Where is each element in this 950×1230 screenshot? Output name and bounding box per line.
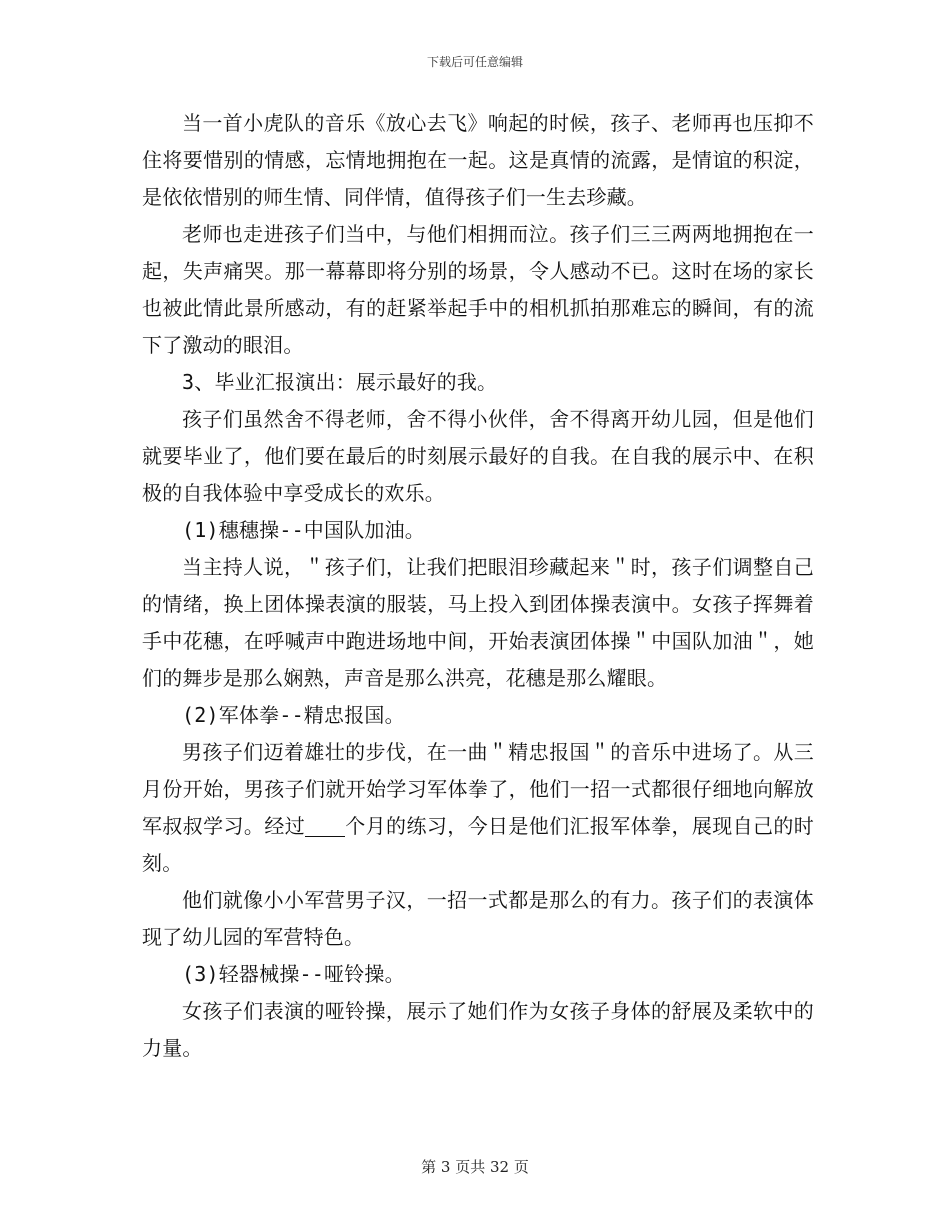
blank-line (305, 816, 345, 837)
paragraph-5 (142, 734, 814, 882)
paragraph-2: 老师也走进孩子们当中，与他们相拥而泣。孩子们三三两两地拥抱在一起，失声痛哭。那一幕幕即将分别的场景，令人感动不已。这时在场的家长也被此情此景所感动，有的赶紧举起手中的相机抓拍那难忘的瞬间，有的流下了激动的眼泪。 (142, 222, 814, 357)
paragraph-5-part-2: 个月的练习，今日是他们汇报军体拳，展现自己的时刻。 (142, 814, 814, 875)
section-heading-3: 3、毕业汇报演出：展示最好的我。 (182, 370, 498, 394)
page-header: 下载后可任意编辑 (426, 55, 523, 69)
subheading-2: (2)军体拳--精忠报国。 (182, 703, 405, 727)
document-body (142, 105, 814, 1067)
page-footer: 第 3 页共 32 页 (421, 1158, 529, 1176)
paragraph-4: 当主持人说，＂孩子们，让我们把眼泪珍藏起来＂时，孩子们调整自己的情绪，换上团体操表演的服装，马上投入到团体操表演中。女孩子挥舞着手中花穗，在呼喊声中跑进场地中间，开始表演团体操＂中国队加油＂，她们的舞步是那么娴熟，声音是那么洪亮，花穗是那么耀眼。 (142, 555, 814, 690)
subheading-1: (1)穗穗操--中国队加油。 (182, 518, 426, 542)
paragraph-7: 女孩子们表演的哑铃操，展示了她们作为女孩子身体的舒展及柔软中的力量。 (142, 999, 814, 1060)
paragraph-3: 孩子们虽然舍不得老师，舍不得小伙伴，舍不得离开幼儿园，但是他们就要毕业了，他们要在最后的时刻展示最好的自我。在自我的展示中、在积极的自我体验中享受成长的欢乐。 (142, 407, 814, 505)
paragraph-1: 当一首小虎队的音乐《放心去飞》响起的时候，孩子、老师再也压抑不住将要惜别的情感，忘情地拥抱在一起。这是真情的流露，是情谊的积淀，是依依惜别的师生情、同伴情，值得孩子们一生去珍藏。 (142, 111, 814, 209)
subheading-3: (3)轻器械操--哑铃操。 (182, 962, 405, 986)
paragraph-6: 他们就像小小军营男子汉，一招一式都是那么的有力。孩子们的表演体现了幼儿园的军营特色。 (142, 888, 814, 949)
paragraph-5-part-1: 男孩子们迈着雄壮的步伐，在一曲＂精忠报国＂的音乐中进场了。从三月份开始，男孩子们就开始学习军体拳了，他们一招一式都很仔细地向解放军叔叔学习。经过 (142, 740, 814, 838)
